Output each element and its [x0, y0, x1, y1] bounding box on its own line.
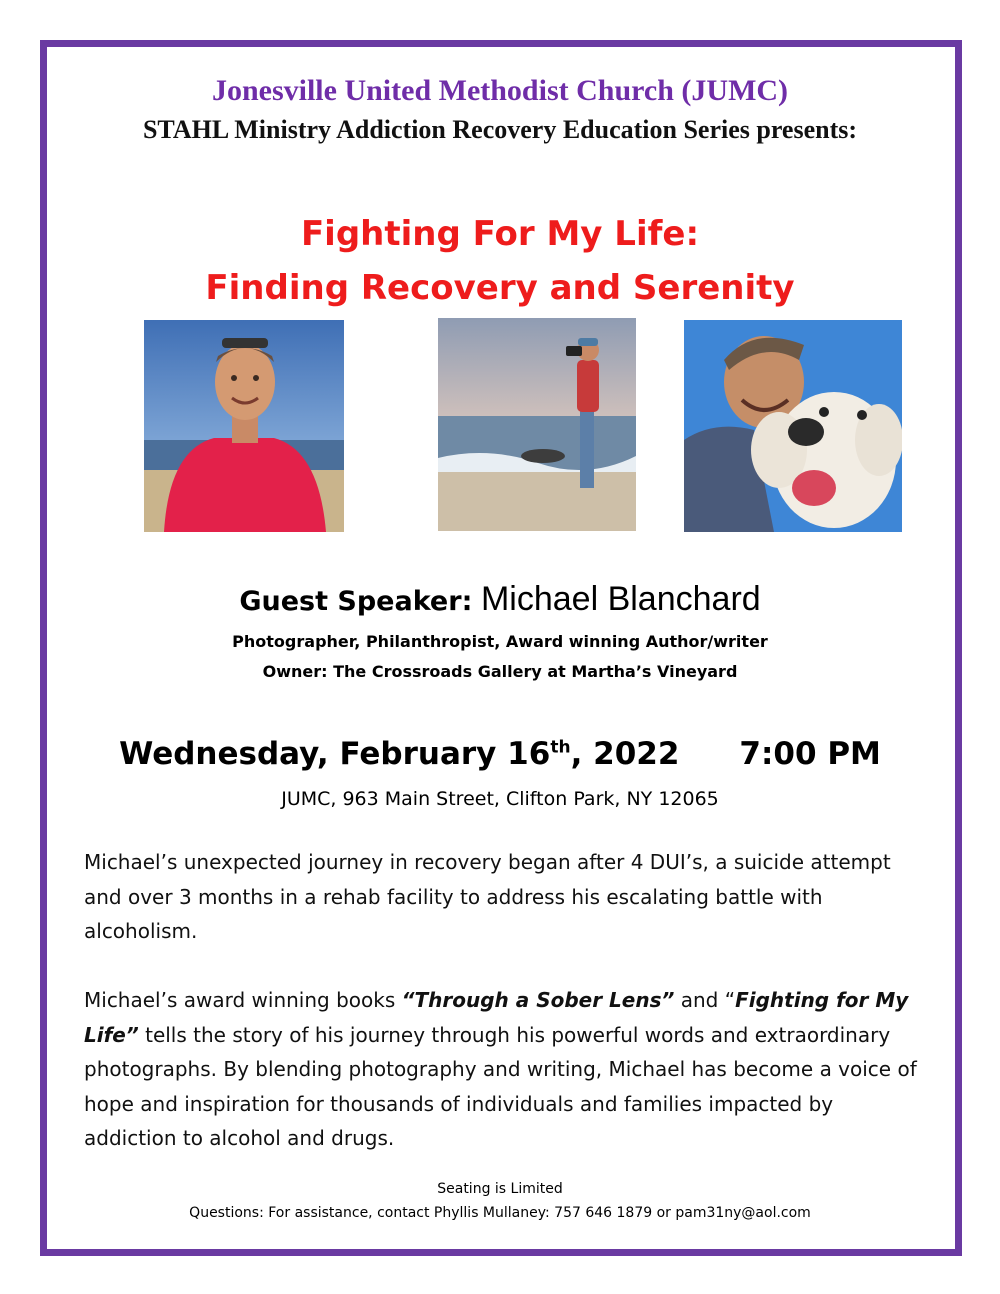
- event-year: , 2022: [570, 736, 680, 772]
- guest-speaker-name: Michael Blanchard: [480, 580, 761, 618]
- seating-note: Seating is Limited: [437, 1181, 563, 1197]
- event-datetime: [0, 736, 1000, 772]
- speaker-photo-with-dog: [684, 320, 902, 532]
- event-date: Wednesday, February 16: [119, 736, 551, 772]
- speaker-gallery: Owner: The Crossroads Gallery at Martha’s Vineyard: [262, 662, 738, 681]
- speaker-roles: Photographer, Philanthropist, Award winning Author/writer: [232, 632, 768, 651]
- contact-info: Questions: For assistance, contact Phyllis Mullaney: 757 646 1879 or pam31ny@aol.com: [189, 1205, 811, 1221]
- event-title-line1: Fighting For My Life:: [300, 214, 700, 254]
- guest-speaker-label: Guest Speaker:: [239, 586, 473, 617]
- book-title-sober-lens: “Through a Sober Lens”: [401, 988, 675, 1012]
- book-title-fighting: Fighting for My Life”: [84, 988, 909, 1047]
- journey-paragraph: Michael’s unexpected journey in recovery began after 4 DUI’s, a suicide attempt and over 3 months in a rehab facility to address his escalating battle with alcoholism.: [84, 850, 891, 943]
- speaker-photo-beach-photographer: [438, 318, 636, 531]
- event-title-line2: Finding Recovery and Serenity: [205, 268, 795, 308]
- event-address: JUMC, 963 Main Street, Clifton Park, NY 12065: [281, 788, 719, 810]
- speaker-photo-portrait: [144, 320, 344, 532]
- books-paragraph: [84, 983, 924, 1156]
- guest-speaker: [0, 580, 1000, 619]
- books-text-a: Michael’s award winning books: [84, 988, 402, 1012]
- series-title: STAHL Ministry Addiction Recovery Education Series presents:: [142, 115, 858, 144]
- church-name: Jonesville United Methodist Church (JUMC): [211, 74, 789, 107]
- event-date-ordinal: th: [550, 737, 571, 758]
- event-time: 7:00 PM: [739, 736, 881, 772]
- books-text-c: tells the story of his journey through his powerful words and extraordinary photographs. By blending photography and writing, Michael has become a voice of hope and inspiration for thousands of individuals and families impacted by addiction to alcohol and drugs.: [84, 1022, 917, 1150]
- books-text-b: and “: [674, 988, 736, 1012]
